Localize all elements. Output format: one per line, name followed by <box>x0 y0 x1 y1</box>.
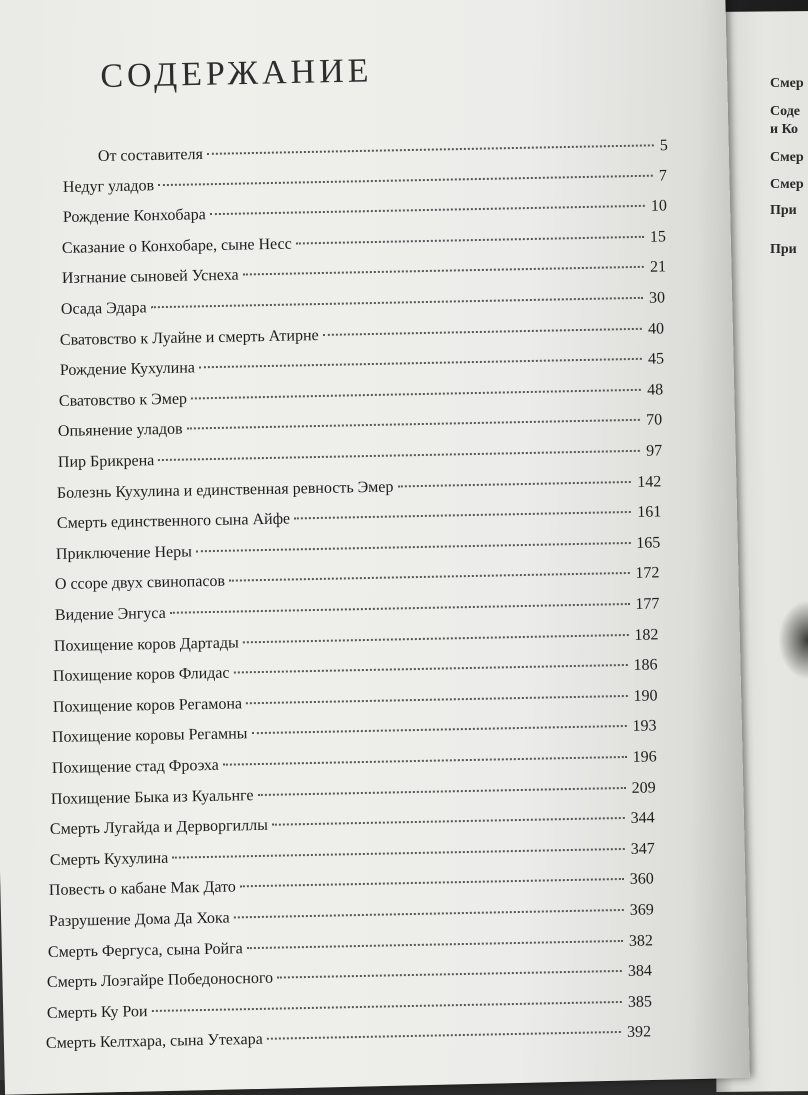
toc-entry-title: Повесть о кабане Мак Дато <box>48 878 237 900</box>
dot-leader <box>199 358 642 369</box>
right-fragment: При <box>770 203 797 218</box>
toc-entry-page: 40 <box>648 319 665 338</box>
toc-entry <box>98 137 668 172</box>
toc-entry-title: Смерть Лугайда и Дерворгиллы <box>50 817 269 839</box>
toc-entry <box>46 993 651 1029</box>
toc-entry <box>55 565 660 601</box>
toc-entry-page: 369 <box>629 901 654 919</box>
toc-entry-title: Сватовство к Луайне и смерть Атирне <box>60 326 320 349</box>
toc-entry-title: Болезнь Кухулина и единственная ревность Эмер <box>56 478 394 502</box>
dot-leader <box>158 450 640 461</box>
toc-entry <box>48 932 653 968</box>
dot-leader <box>247 940 623 949</box>
right-fragment: При <box>770 242 797 257</box>
toc-entry-title: Приключение Неры <box>55 543 193 563</box>
toc-entry <box>51 748 656 784</box>
toc-entry-title: Разрушение Дома Да Хока <box>48 909 230 930</box>
toc-entry-title: Рождение Кухулина <box>59 359 195 380</box>
toc-entry <box>58 442 663 478</box>
toc-entry-title: Изгнание сыновей Уснеха <box>61 267 239 288</box>
toc-entry-page: 5 <box>659 137 668 155</box>
toc-entry-page: 30 <box>648 289 666 307</box>
toc-entry <box>50 840 655 876</box>
dot-leader <box>243 634 629 643</box>
dot-leader <box>267 1031 621 1040</box>
toc-entry-title: Осада Эдара <box>60 299 147 318</box>
dot-leader <box>398 481 632 487</box>
toc-entry <box>62 228 666 264</box>
toc-entry-title: Смерть Фергуса, сына Ройга <box>47 939 243 961</box>
toc-entry-page: 21 <box>649 258 666 277</box>
right-fragment: Смер <box>770 150 804 165</box>
toc-entry-page: 161 <box>636 503 662 522</box>
toc-entry-page: 10 <box>650 197 667 215</box>
toc-entry-title: Смерть Лоэгайре Победоносного <box>47 969 274 992</box>
dot-leader <box>257 787 625 796</box>
dot-leader <box>222 756 626 766</box>
dot-leader <box>296 236 644 245</box>
toc-entry-page: 70 <box>646 411 663 430</box>
right-fragment: Соде <box>770 104 801 119</box>
dot-leader <box>187 419 641 430</box>
toc-entry-title: Пир Брикрена <box>57 452 155 471</box>
toc-entry-page: 347 <box>630 840 655 858</box>
toc-entry-title: Смерть Ку Рои <box>46 1002 148 1022</box>
dot-leader <box>207 144 654 155</box>
toc-entry <box>53 687 658 723</box>
dot-leader <box>252 725 627 734</box>
dot-leader <box>234 664 628 674</box>
toc-entry-page: 382 <box>628 931 653 950</box>
toc-entry-title: Недуг уладов <box>63 176 155 196</box>
toc-entry-page: 384 <box>627 962 653 981</box>
toc-entry <box>63 198 667 234</box>
toc-entry-page: 7 <box>659 167 668 185</box>
toc-entry-title: О ссоре двух свинопасов <box>55 573 226 594</box>
toc-entry-page: 97 <box>645 442 663 460</box>
toc-entry <box>51 779 656 815</box>
toc-entry-page: 186 <box>633 656 659 675</box>
toc-entry-page: 165 <box>636 534 661 552</box>
toc-entry-title: Сказание о Конхобаре, сыне Несс <box>61 235 293 257</box>
dot-leader <box>172 848 625 859</box>
toc-entry-page: 392 <box>626 1023 652 1042</box>
toc-entry <box>53 657 658 693</box>
dot-leader <box>294 511 631 519</box>
dot-leader <box>277 970 622 979</box>
toc-entry-title: Похищение коров Дартады <box>53 634 240 655</box>
toc-entry-title: Похищение коров Регамона <box>52 695 243 716</box>
toc-entry <box>58 412 663 448</box>
toc-entry-page: 182 <box>634 625 659 644</box>
dot-leader <box>242 266 643 276</box>
toc-entry <box>59 351 664 387</box>
toc-entry <box>50 810 655 846</box>
toc-entry-page: 177 <box>634 595 660 613</box>
dot-leader <box>272 817 625 826</box>
toc-entry-page: 196 <box>632 748 657 766</box>
toc-entry <box>56 504 661 540</box>
toc-entry-title: Смерть Келтхара, сына Утехара <box>45 1031 263 1053</box>
toc-entry <box>54 626 659 662</box>
toc-entry-title: Похищение стад Фроэха <box>51 756 219 777</box>
right-fragment: Смер <box>770 76 804 91</box>
toc-entry <box>54 595 659 631</box>
toc-entry <box>47 963 652 999</box>
toc-entry-page: 45 <box>647 350 664 368</box>
toc-entry-page: 190 <box>633 687 658 705</box>
dot-leader <box>229 572 629 582</box>
toc-entry-page: 142 <box>637 472 662 491</box>
toc-entry <box>52 718 657 754</box>
toc-entry-page: 360 <box>629 870 655 889</box>
toc-entry <box>46 1024 652 1060</box>
toc-entry <box>49 871 654 907</box>
dot-leader <box>158 174 653 185</box>
toc-entry-page: 172 <box>635 564 660 583</box>
toc-entry <box>60 320 665 356</box>
right-fragment: Смер <box>770 177 804 192</box>
dot-leader <box>233 909 623 918</box>
toc-entry-page: 209 <box>631 778 656 797</box>
dot-leader <box>209 205 644 215</box>
toc-entry-title: Сватовство к Эмер <box>58 390 188 410</box>
dot-leader <box>150 297 642 308</box>
toc-entry-page: 15 <box>649 228 667 246</box>
dot-leader <box>240 878 624 887</box>
toc-entry-title: Видение Энгуса <box>54 604 166 624</box>
toc-entry-page: 193 <box>632 717 657 736</box>
toc-entry-title: От составителя <box>97 145 204 165</box>
dot-leader <box>196 542 630 552</box>
toc-entry <box>61 259 666 295</box>
dot-leader <box>246 695 628 704</box>
toc-entry-title: Рождение Конхобара <box>62 206 206 227</box>
toc-entry-title: Опьянение уладов <box>58 420 184 441</box>
toc-entry <box>63 167 667 203</box>
toc-entry-page: 344 <box>630 809 656 828</box>
toc-entry <box>57 473 662 509</box>
toc-entry <box>61 289 666 325</box>
dot-leader <box>151 1001 622 1012</box>
dot-leader <box>191 389 641 400</box>
toc-entry-title: Похищение Быка из Куальнге <box>50 786 254 808</box>
toc-entry-title: Похищение коров Флидас <box>53 664 231 686</box>
toc-entry-title: Смерть Кухулина <box>49 849 169 869</box>
toc-entry-title: Похищение коровы Регамны <box>51 725 248 747</box>
toc-entry <box>48 901 653 937</box>
right-fragment: и Ко <box>770 122 799 137</box>
page-title: СОДЕРЖАНИЕ <box>100 52 373 95</box>
dot-leader <box>169 603 629 614</box>
toc-entry-title: Смерть единственного сына Айфе <box>56 510 290 533</box>
dot-leader <box>323 327 642 335</box>
toc-entry-page: 48 <box>647 381 664 399</box>
toc-entry-page: 385 <box>627 993 652 1011</box>
toc-entry <box>56 534 661 570</box>
toc-entry <box>59 381 664 417</box>
